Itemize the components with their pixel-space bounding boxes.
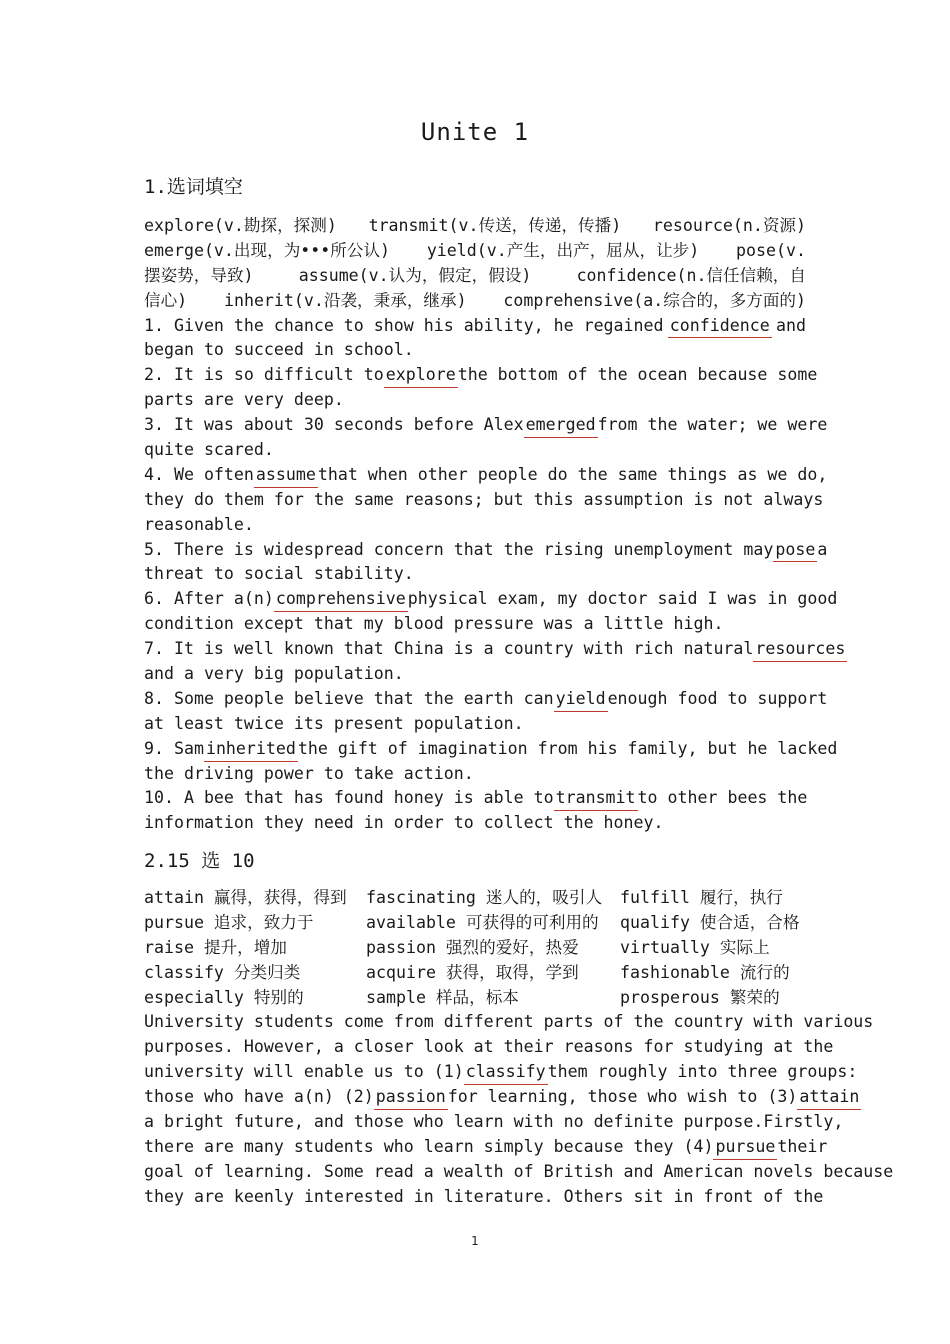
passage-line: university will enable us to (1) classify them roughly into three groups: [144, 1060, 806, 1085]
question-3: 3. It was about 30 seconds before Alex emerged from the water; we were [144, 413, 806, 438]
passage-line: goal of learning. Some read a wealth of British and American novels because [144, 1161, 894, 1181]
question-4: 4. We often assume that when other people do the same things as we do, [144, 463, 806, 488]
answer-blank[interactable]: transmit [554, 786, 638, 811]
question-7: 7. It is well known that China is a country with rich natural resources [144, 637, 806, 662]
answer-blank[interactable]: emerged [524, 413, 598, 438]
wordbank-line: explore(v.勘探，探测) transmit(v.传送，传递，传播) resource(n.资源) [144, 216, 806, 235]
answer-blank[interactable]: confidence [668, 314, 772, 339]
answer-blank[interactable]: comprehensive [274, 587, 408, 612]
passage-line: purposes. However, a closer look at their reasons for studying at the [144, 1037, 834, 1057]
answer-blank[interactable]: pursue [713, 1135, 777, 1160]
answer-blank[interactable]: attain [797, 1085, 861, 1110]
section2-heading: 2.15 选 10 [144, 850, 255, 872]
answer-blank[interactable]: passion [374, 1085, 448, 1110]
answer-blank[interactable]: pose [773, 538, 817, 563]
question-10: 10. A bee that has found honey is able to transmit to other bees the [144, 786, 806, 811]
passage-line: there are many students who learn simply because they (4) pursue their [144, 1135, 806, 1160]
wordbank-row: especially 特别的 sample 样品，标本 prosperous 繁荣的 [144, 987, 780, 1007]
passage-line: those who have a(n) (2) passion for learning, those who wish to (3) attain [144, 1085, 806, 1110]
section1-heading: 1.选词填空 [144, 176, 243, 198]
question-5: 5. There is widespread concern that the rising unemployment may pose a [144, 538, 806, 563]
wordbank-row: pursue 追求，致力于 available 可获得的可利用的 qualify 使合适，合格 [144, 912, 800, 932]
wordbank-line: 摆姿势，导致) assume(v.认为，假定，假设) confidence(n.信任信赖，自 [144, 265, 806, 285]
passage-line: a bright future, and those who learn with no definite purpose. Firstly, [144, 1112, 844, 1132]
answer-blank[interactable]: assume [254, 463, 318, 488]
answer-blank[interactable]: explore [384, 363, 458, 388]
answer-blank[interactable]: inherited [204, 737, 298, 762]
section2-body [144, 886, 894, 1210]
question-2: 2. It is so difficult to explore the bottom of the ocean because some [144, 363, 806, 388]
answer-blank[interactable]: resources [753, 637, 847, 662]
wordbank-row: attain 赢得，获得，得到 fascinating 迷人的，吸引人 fulfill 履行，执行 [144, 888, 783, 907]
wordbank-row: raise 提升，增加 passion 强烈的爱好，热爱 virtually 实际上 [144, 937, 770, 957]
page-number: 1 [471, 1234, 479, 1248]
answer-blank[interactable]: classify [464, 1060, 548, 1085]
question-8: 8. Some people believe that the earth can yield enough food to support [144, 687, 806, 712]
wordbank-row: classify 分类归类 acquire 获得，取得，学到 fashionable 流行的 [144, 962, 790, 982]
section1-body: explore(v.勘探，探测) transmit(v.传送，传递，传播) resource(n.资源) emerge(v.出现，为•••所公认) yield(v.产生，出产，屈从，让步) pose(v. 摆姿势，导致) assume(v.认为，假定，假设) confidence(n.信任信赖，自 信心) inherit(v.沿袭，秉承，继承) comprehensive(a.综合的，多方面的) 1. Given the chance to show his ability, he regained confidence and began to succeed in school. 2. It is so difficult to explore the bottom of the ocean because some parts are very deep. 3. It was about 30 seconds before Alex emerged from the water; we were quite scared. 4. We often assume that when other people do the same things as we do, they do them for the same reasons; but this assumption is not always reasonable. 5. There is widespread concern that the rising unemployment may pose a threat to social stability. 6. After a(n) comprehensive physical exam, my doctor said I was in good condition except that my blood pressure was a little high. 7. It is well known that China is a country with rich natural resources and a very big population. 8. Some people believe that the earth can yield enough food to support at least twice its present population. 9. Sam inherited the gift of imagination from his family, but he lacked the driving power to take action. 10. A bee that has found honey is able to transmit to other bees the information they need in order to collect the honey. [144, 216, 846, 833]
wordbank-line: emerge(v.出现，为•••所公认) yield(v.产生，出产，屈从，让步) pose(v. [144, 240, 806, 260]
page-title: Unite 1 [420, 118, 530, 146]
passage-line: they are keenly interested in literature. Others sit in front of the [144, 1186, 824, 1206]
wordbank-line: 信心) inherit(v.沿袭，秉承，继承) comprehensive(a.综合的，多方面的) [144, 290, 806, 310]
question-6: 6. After a(n) comprehensive physical exam, my doctor said I was in good [144, 587, 806, 612]
question-1: 1. Given the chance to show his ability, he regained confidence and [144, 314, 806, 339]
question-9: 9. Sam inherited the gift of imagination from his family, but he lacked [144, 737, 806, 762]
passage-line: University students come from different parts of the country with various [144, 1012, 874, 1032]
answer-blank[interactable]: yield [554, 687, 608, 712]
